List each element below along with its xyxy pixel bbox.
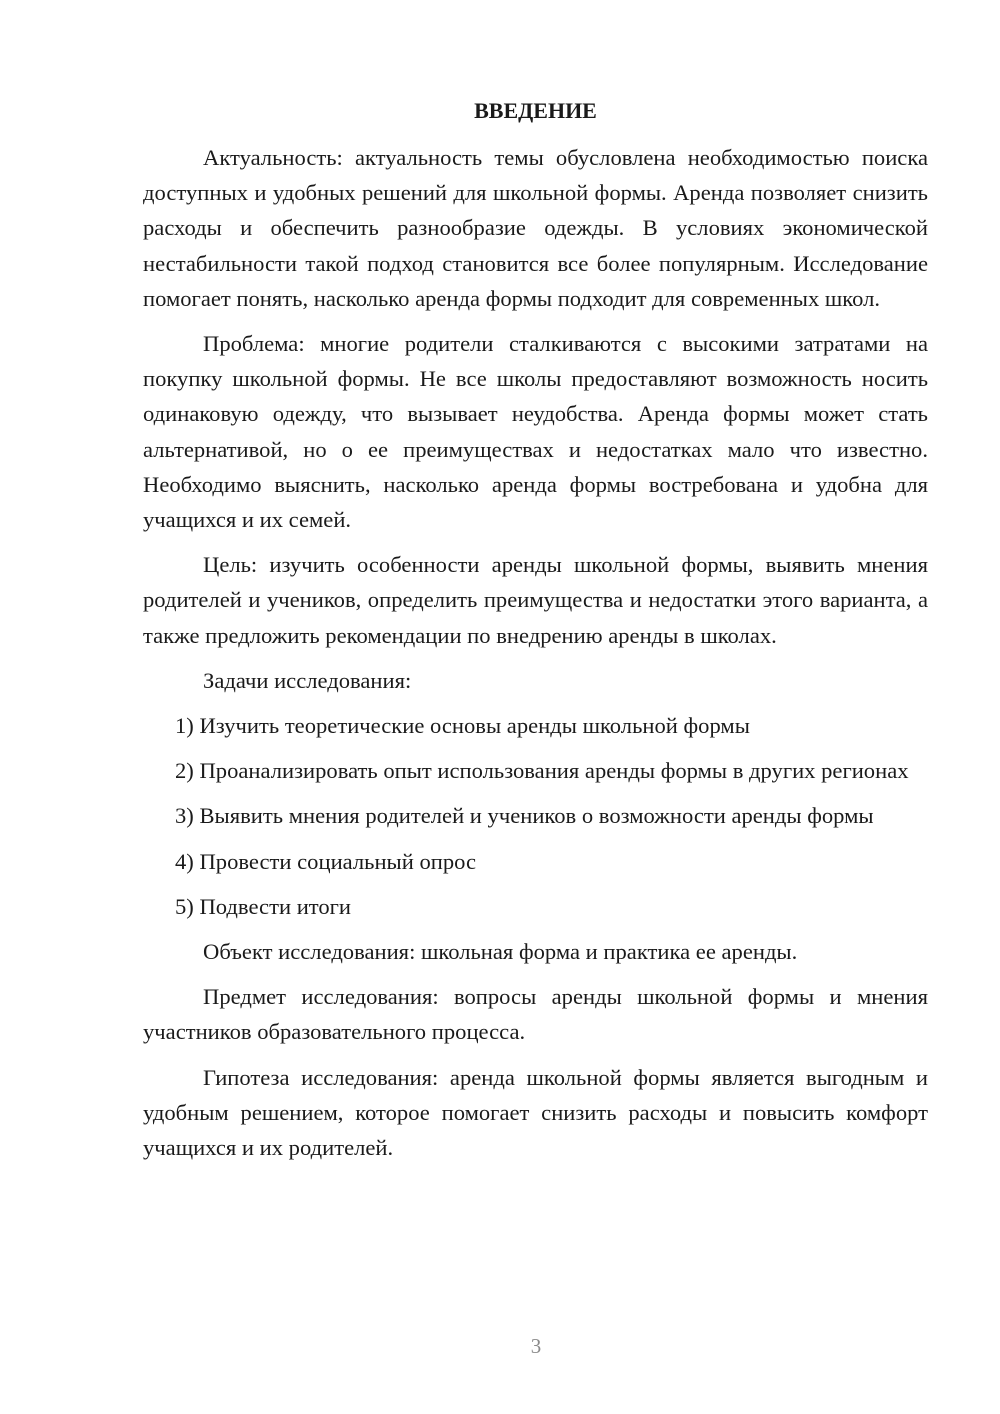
task-item-2: 2) Проанализировать опыт использования аренды формы в других регионах	[175, 758, 909, 784]
goal-paragraph: Цель: изучить особенности аренды школьной формы, выявить мнения родителей и учеников, определить преимущества и недостатки этого варианта, а также предложить рекомендации по внедрению аренды в школах.	[143, 552, 928, 648]
tasks-heading: Задачи исследования:	[203, 667, 412, 693]
subject-paragraph: Предмет исследования: вопросы аренды школьной формы и мнения участников образовательного процесса.	[143, 984, 928, 1045]
task-item-4: 4) Провести социальный опрос	[175, 848, 477, 874]
relevance-paragraph: Актуальность: актуальность темы обусловлена необходимостью поиска доступных и удобных решений для школьной формы. Аренда позволяет снизить расходы и обеспечить разнообразие одежды. В условиях экономической нестабильности такой подход становится все более популярным. Исследование помогает понять, насколько аренда формы подходит для современных школ.	[143, 145, 928, 311]
section-title: ВВЕДЕНИЕ	[474, 98, 597, 123]
page-content	[143, 95, 928, 1175]
task-item-1: 1) Изучить теоретические основы аренды школьной формы	[175, 713, 750, 739]
page-number: 3	[530, 1334, 542, 1358]
problem-paragraph: Проблема: многие родители сталкиваются с высокими затратами на покупку школьной формы. Не все школы предоставляют возможность носить одинаковую одежду, что вызывает неудобства. Аренда формы может стать альтернативой, но о ее преимуществах и недостатках мало что известно. Необходимо выяснить, насколько аренда формы востребована и удобна для учащихся и их семей.	[143, 331, 928, 533]
task-item-3: 3) Выявить мнения родителей и учеников о возможности аренды формы	[175, 803, 874, 829]
task-item-5: 5) Подвести итоги	[175, 893, 352, 919]
hypothesis-paragraph: Гипотеза исследования: аренда школьной формы является выгодным и удобным решением, которое помогает снизить расходы и повысить комфорт учащихся и их родителей.	[143, 1064, 928, 1161]
object-paragraph: Объект исследования: школьная форма и практика ее аренды.	[203, 939, 798, 965]
